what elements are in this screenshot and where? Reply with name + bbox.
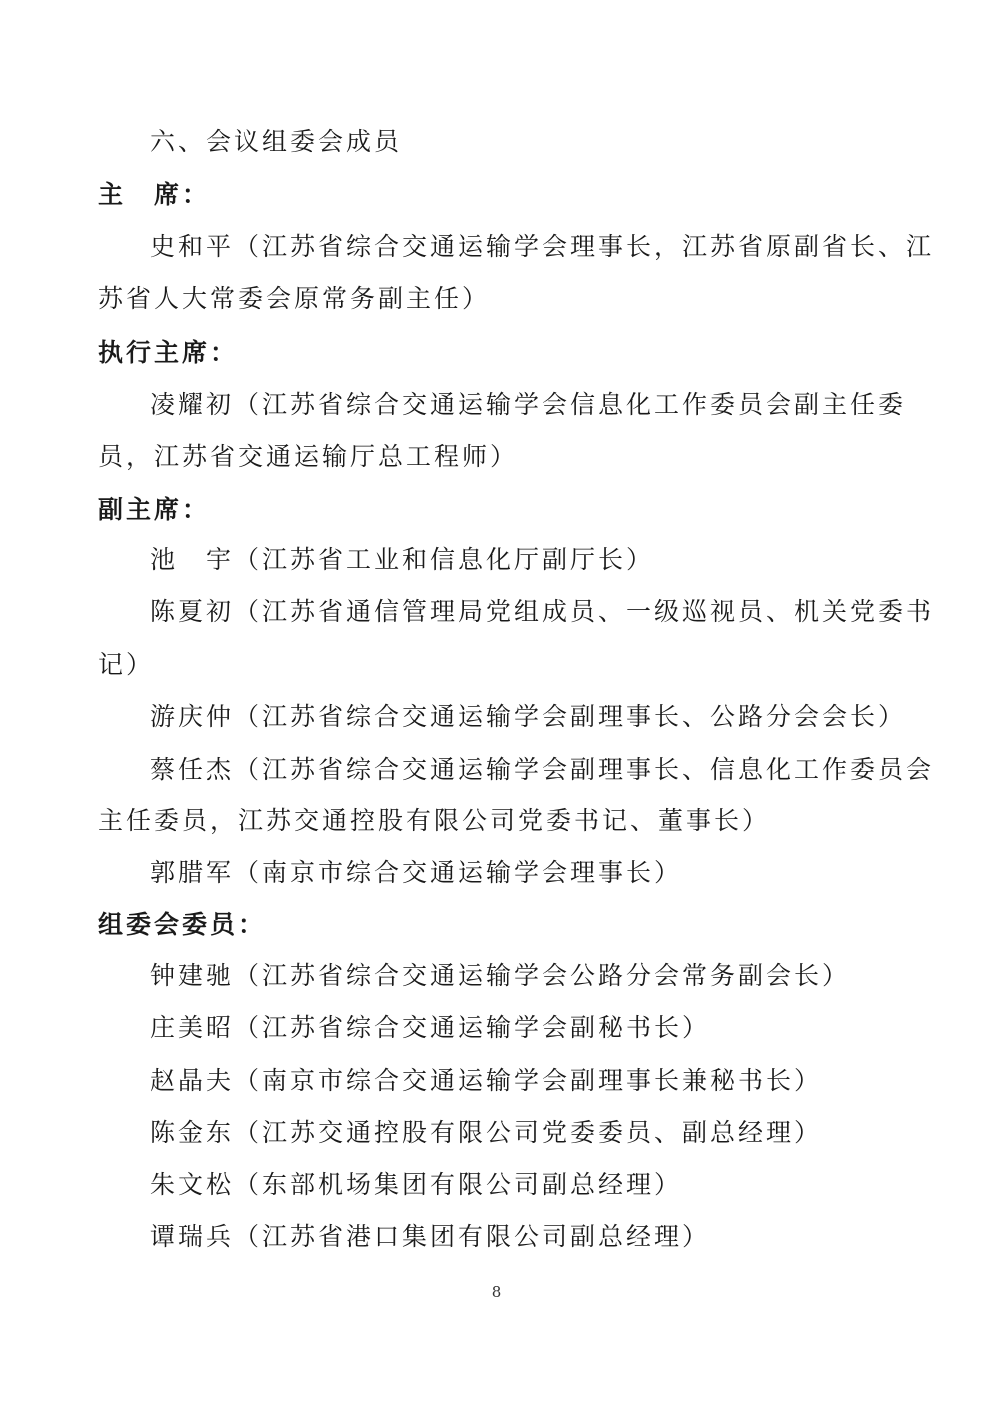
chair-label: 主 席： (98, 180, 211, 209)
vice-chair-entry-continuation: 主任委员，江苏交通控股有限公司党委书记、董事长） (98, 806, 771, 835)
chair-entry-line-2: 苏省人大常委会原常务副主任） (98, 284, 491, 313)
committee-member-entry: 赵晶夫（南京市综合交通运输学会副理事长兼秘书长） (150, 1066, 823, 1095)
executive-chair-entry-line-1: 凌耀初（江苏省综合交通运输学会信息化工作委员会副主任委 (150, 390, 907, 419)
vice-chair-entry-continuation: 记） (98, 650, 155, 679)
section-title: 六、会议组委会成员 (150, 127, 403, 156)
committee-member-entry: 朱文松（东部机场集团有限公司副总经理） (150, 1170, 683, 1199)
committee-member-entry: 陈金东（江苏交通控股有限公司党委委员、副总经理） (150, 1118, 823, 1147)
vice-chair-entry: 池 宇（江苏省工业和信息化厅副厅长） (150, 545, 655, 574)
chair-entry-line-1: 史和平（江苏省综合交通运输学会理事长，江苏省原副省长、江 (150, 232, 935, 261)
vice-chair-entry: 游庆仲（江苏省综合交通运输学会副理事长、公路分会会长） (150, 702, 907, 731)
vice-chair-entry: 蔡任杰（江苏省综合交通运输学会副理事长、信息化工作委员会 (150, 755, 935, 784)
executive-chair-label: 执行主席： (98, 338, 239, 367)
vice-chair-entry: 陈夏初（江苏省通信管理局党组成员、一级巡视员、机关党委书 (150, 597, 935, 626)
committee-members-label: 组委会委员： (98, 910, 267, 939)
committee-member-entry: 庄美昭（江苏省综合交通运输学会副秘书长） (150, 1013, 711, 1042)
page-number: 8 (491, 1283, 502, 1301)
executive-chair-entry-line-2: 员，江苏省交通运输厅总工程师） (98, 442, 519, 471)
vice-chairs-label: 副主席： (98, 495, 211, 524)
committee-member-entry: 谭瑞兵（江苏省港口集团有限公司副总经理） (150, 1222, 711, 1251)
vice-chair-entry: 郭腊军（南京市综合交通运输学会理事长） (150, 858, 683, 887)
committee-member-entry: 钟建驰（江苏省综合交通运输学会公路分会常务副会长） (150, 961, 851, 990)
